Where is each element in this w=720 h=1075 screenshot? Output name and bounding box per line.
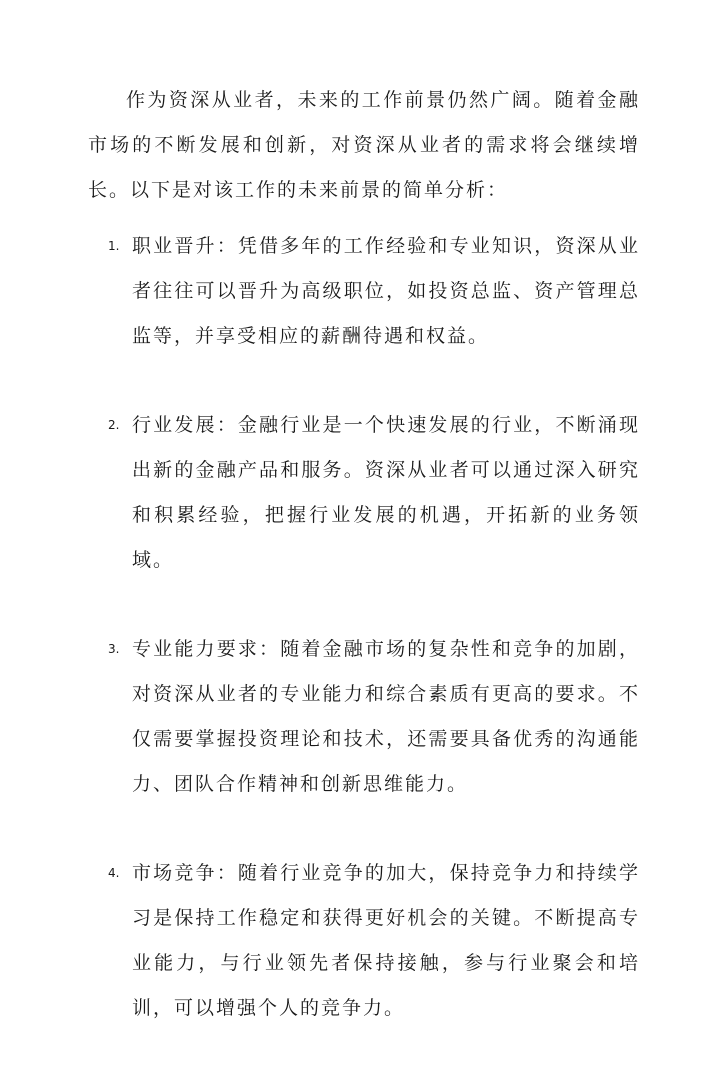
list-item-number: 1. bbox=[108, 239, 120, 253]
numbered-list bbox=[88, 224, 640, 1075]
list-item-text: 行业发展：金融行业是一个快速发展的行业，不断涌现出新的金融产品和服务。资深从业者可以通过深入研究和积累经验，把握行业发展的机遇，开拓新的业务领域。 bbox=[132, 414, 640, 571]
list-item-number: 4. bbox=[108, 866, 120, 880]
list-item-number: 2. bbox=[108, 418, 120, 432]
list-item bbox=[88, 851, 640, 1031]
list-item-number: 3. bbox=[108, 642, 120, 656]
intro-paragraph: 作为资深从业者，未来的工作前景仍然广阔。随着金融市场的不断发展和创新，对资深从业者的需求将会继续增长。以下是对该工作的未来前景的简单分析： bbox=[88, 89, 640, 201]
list-item-text: 专业能力要求：随着金融市场的复杂性和竞争的加剧，对资深从业者的专业能力和综合素质有更高的要求。不仅需要掌握投资理论和技术，还需要具备优秀的沟通能力、团队合作精神和创新思维能力。 bbox=[132, 638, 640, 795]
list-item-text: 职业晋升：凭借多年的工作经验和专业知识，资深从业者往往可以晋升为高级职位，如投资总监、资产管理总监等，并享受相应的薪酬待遇和权益。 bbox=[132, 235, 640, 347]
list-item-text: 市场竞争：随着行业竞争的加大，保持竞争力和持续学习是保持工作稳定和获得更好机会的关键。不断提高专业能力，与行业领先者保持接触，参与行业聚会和培训，可以增强个人的竞争力。 bbox=[132, 862, 640, 1019]
list-item bbox=[88, 627, 640, 807]
list-item bbox=[88, 403, 640, 583]
list-item bbox=[88, 224, 640, 359]
